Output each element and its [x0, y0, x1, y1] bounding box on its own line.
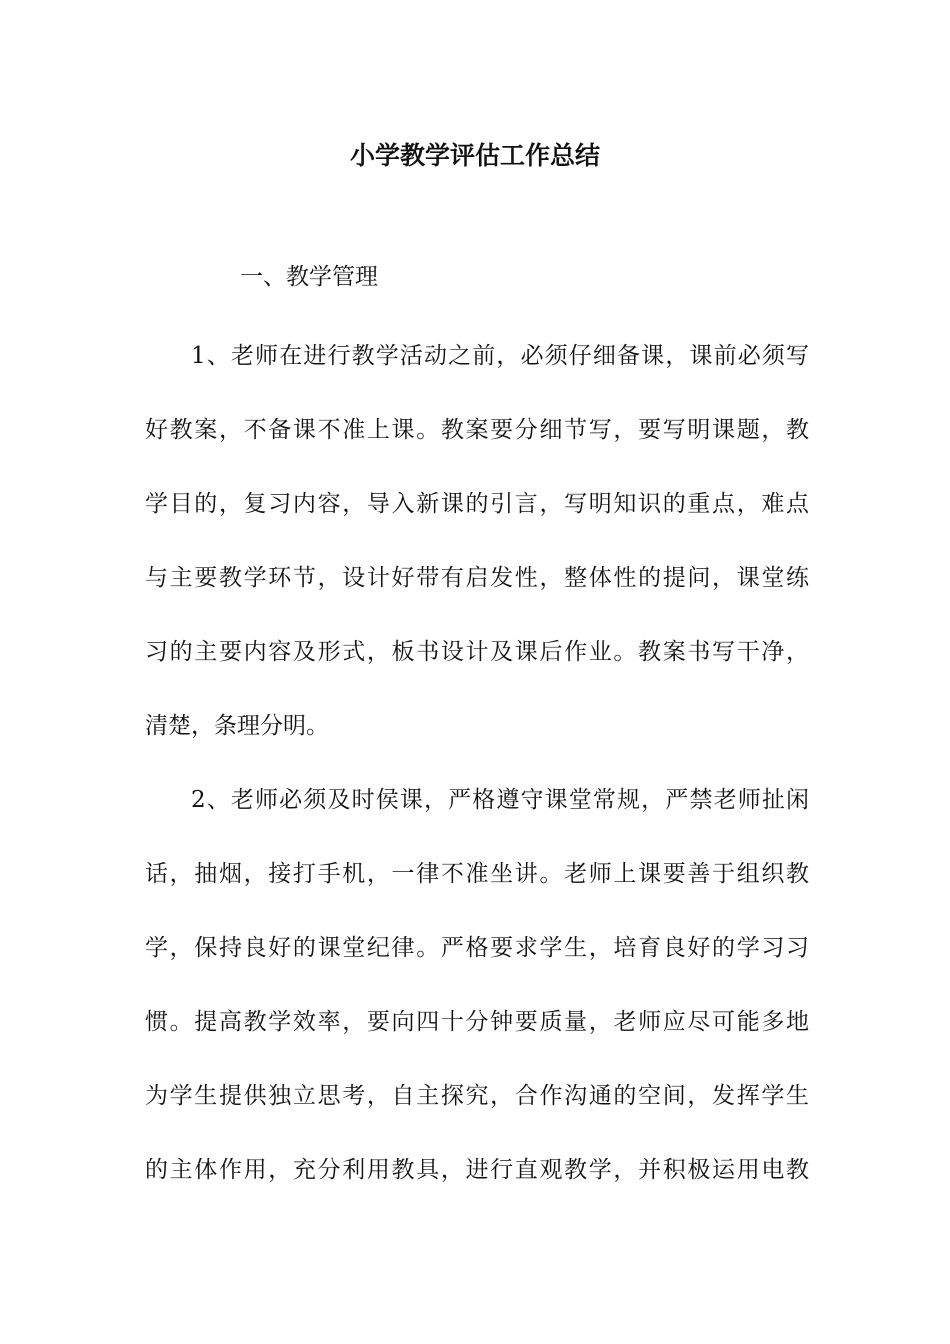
paragraph-line: 习的主要内容及形式，板书设计及课后作业。教案书写干净，: [145, 639, 809, 665]
document-body: [145, 340, 809, 1228]
paragraph-line: 为学生提供独立思考，自主探究，合作沟通的空间，发挥学生: [145, 1083, 809, 1109]
paragraph-line: 惯。提高教学效率，要向四十分钟要质量，老师应尽可能多地: [145, 1009, 809, 1035]
paragraph-line: 1、老师在进行教学活动之前，必须仔细备课，课前必须写: [191, 343, 809, 369]
paragraph-line: 话，抽烟，接打手机，一律不准坐讲。老师上课要善于组织教: [145, 861, 809, 887]
paragraph-line: 清楚，条理分明。: [145, 713, 329, 739]
document-title: 小学教学评估工作总结: [349, 141, 600, 170]
paragraph-line: 与主要教学环节，设计好带有启发性，整体性的提问，课堂练: [145, 565, 809, 591]
paragraph-line: 的主体作用，充分利用教具，进行直观教学，并积极运用电教: [145, 1157, 809, 1183]
paragraph-line: 好教案，不备课不准上课。教案要分细节写，要写明课题，教: [145, 417, 809, 443]
paragraph-line: 学目的，复习内容，导入新课的引言，写明知识的重点，难点: [145, 491, 809, 517]
paragraph-line: 学，保持良好的课堂纪律。严格要求学生，培育良好的学习习: [145, 935, 809, 961]
section-heading: 一、教学管理: [240, 264, 378, 290]
paragraph-line: 2、老师必须及时侯课，严格遵守课堂常规，严禁老师扯闲: [191, 787, 809, 813]
